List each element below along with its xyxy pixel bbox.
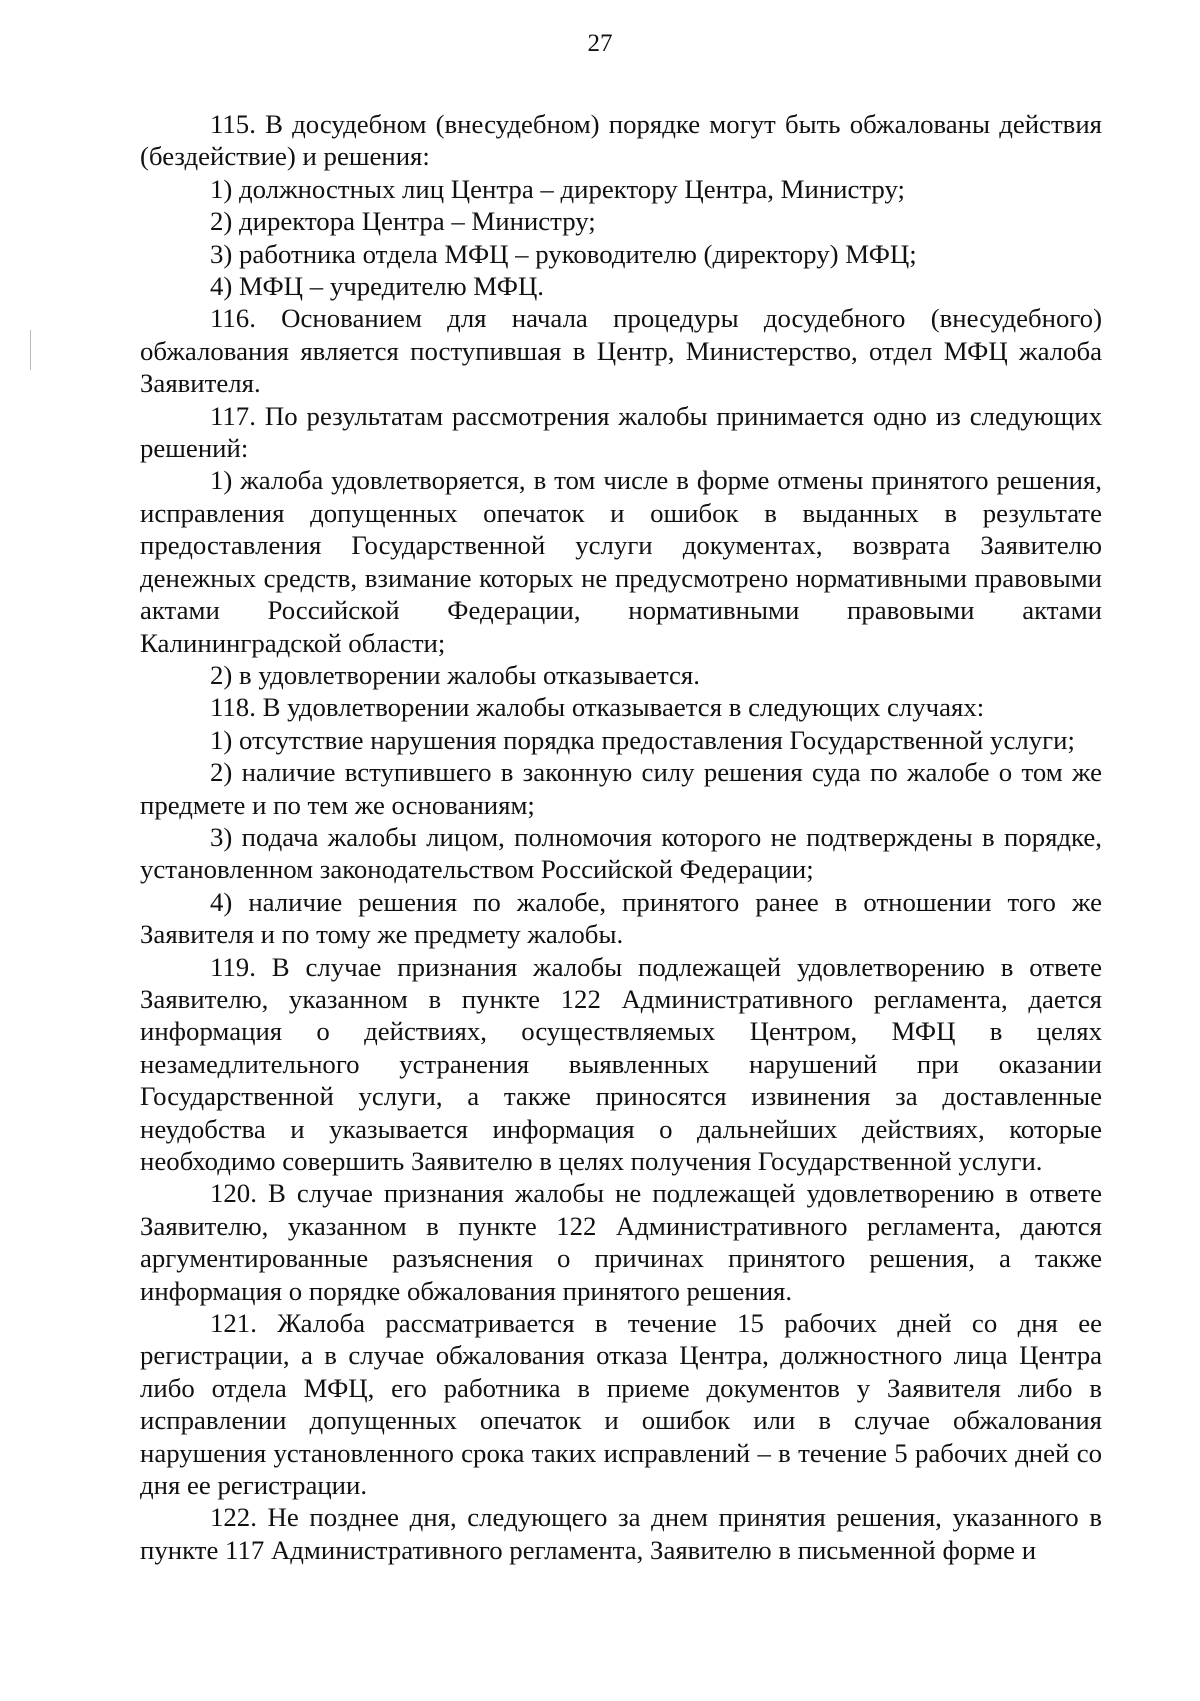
list-item-115-2: 2) директора Центра – Министру;: [210, 206, 596, 237]
paragraph-122: 122. Не позднее дня, следующего за днем принятия решения, указанного в пункте 117 Административного регламента, Заявителю в письменной форме и: [140, 1502, 1102, 1565]
list-item-115-4: 4) МФЦ – учредителю МФЦ.: [210, 271, 544, 302]
paragraph-120: 120. В случае признания жалобы не подлежащей удовлетворению в ответе Заявителю, указанном в пункте 122 Административного регламента, даются аргументированные разъяснения о причинах принятого решения, а также информация о порядке обжалования принятого решения.: [140, 1178, 1102, 1306]
list-item-115-1: 1) должностных лиц Центра – директору Центра, Министру;: [210, 173, 905, 204]
paragraph-121: 121. Жалоба рассматривается в течение 15 рабочих дней со дня ее регистрации, а в случае обжалования отказа Центра, должностного лица Центра либо отдела МФЦ, его работника в приеме документов у Заявителя либо в исправлении допущенных опечаток и ошибок или в случае обжалования нарушения установленного срока таких исправлений – в течение 5 рабочих дней со дня ее регистрации.: [140, 1308, 1102, 1501]
list-item-117-1: 1) жалоба удовлетворяется, в том числе в форме отмены принятого решения, исправления допущенных опечаток и ошибок в выданных в результате предоставления Государственной услуги документах, возврата Заявителю денежных средств, взимание которых не предусмотрено нормативными правовыми актами Российской Федерации, нормативными правовыми актами Калининградской области;: [140, 465, 1102, 658]
list-item-118-4: 4) наличие решения по жалобе, принятого ранее в отношении того же Заявителя и по тому же предмету жалобы.: [140, 886, 1102, 950]
list-item-118-1: 1) отсутствие нарушения порядка предоставления Государственной услуги;: [210, 724, 1075, 755]
paragraph-115: 115. В досудебном (внесудебном) порядке могут быть обжалованы действия (бездействие) и решения:: [140, 109, 1102, 172]
scan-edge-mark: [30, 330, 31, 370]
paragraph-118: 118. В удовлетворении жалобы отказывается в следующих случаях:: [210, 692, 985, 723]
paragraph-119: 119. В случае признания жалобы подлежащей удовлетворению в ответе Заявителю, указанном в пункте 122 Административного регламента, дается информация о действиях, осуществляемых Центром, МФЦ в целях незамедлительного устранения выявленных нарушений при оказании Государственной услуги, а также приносятся извинения за доставленные неудобства и указывается информация о дальнейших действиях, которые необходимо совершить Заявителю в целях получения Государственной услуги.: [140, 951, 1102, 1176]
paragraph-116: 116. Основанием для начала процедуры досудебного (внесудебного) обжалования является поступившая в Центр, Министерство, отдел МФЦ жалоба Заявителя.: [140, 303, 1102, 399]
list-item-115-3: 3) работника отдела МФЦ – руководителю (директору) МФЦ;: [210, 238, 917, 269]
list-item-117-2: 2) в удовлетворении жалобы отказывается.: [210, 659, 700, 690]
paragraph-117: 117. По результатам рассмотрения жалобы принимается одно из следующих решений:: [140, 400, 1102, 464]
list-item-118-3: 3) подача жалобы лицом, полномочия которого не подтверждены в порядке, установленном законодательством Российской Федерации;: [140, 821, 1102, 885]
list-item-118-2: 2) наличие вступившего в законную силу решения суда по жалобе о том же предмете и по тем же основаниям;: [140, 757, 1102, 820]
page-number: 27: [587, 30, 613, 57]
document-body: [140, 108, 1102, 1566]
